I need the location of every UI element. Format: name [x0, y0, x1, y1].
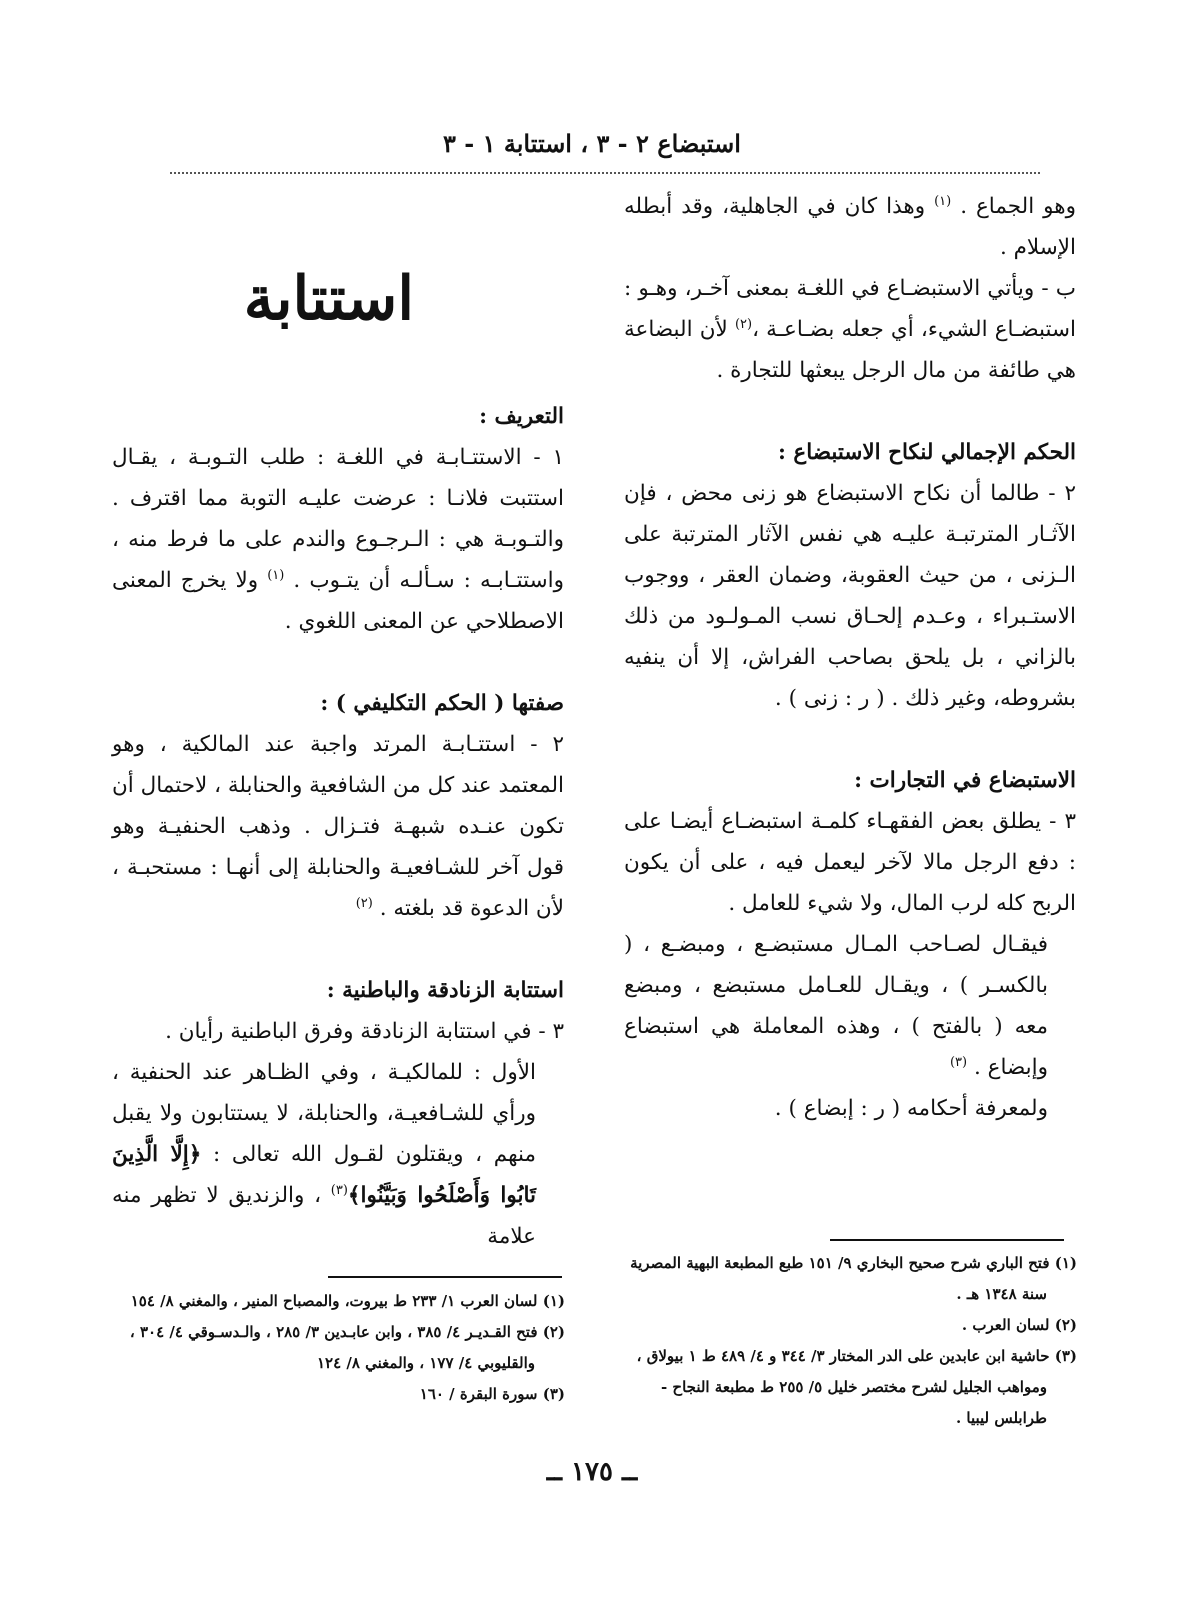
footnote-ref: (١) — [934, 193, 952, 209]
spacer — [112, 929, 564, 970]
footnote-ref: (٢) — [355, 895, 373, 911]
running-header: استبضاع ٢ - ٣ ، استتابة ١ - ٣ — [443, 129, 741, 158]
footnote-ref: (٣) — [330, 1182, 348, 1198]
entry-title: استتابة — [243, 264, 414, 334]
paragraph-2 — [112, 724, 564, 929]
text: وهو الجماع . — [960, 194, 1076, 219]
paragraph-3: ٣ - في استتابة الزنادقة وفرق الباطنية رأيان . — [165, 1019, 564, 1044]
section-heading-definition: التعريف : — [479, 404, 564, 429]
page-number: ــ ١٧٥ ــ — [546, 1457, 638, 1487]
footnote: (٢) لسان العرب . — [961, 1316, 1077, 1334]
paragraph-continuation — [624, 186, 1076, 268]
footnote: (٣) حاشية ابن عابدين على الدر المختار ٣/ ٣٤٤ و ٤/ ٤٨٩ ط ١ بيولاق ، ومواهب الجليل لشرح مختصر خليل ٥/ ٢٥٥ ط مطبعة النجاح - طرابلس ليبيا . — [636, 1347, 1077, 1427]
left-column — [112, 186, 564, 1257]
paragraph-first-opinion — [112, 1052, 564, 1257]
text: الأول : للمالكيـة ، وفي الظـاهر عند الحنفية ، ورأي للشـافعيـة، والحنابلة، لا يستتابون ولا يقبل منهم ، ويقتلون لقـول الله تعالى : — [112, 1060, 536, 1167]
paragraph-2: ٢ - طالما أن نكاح الاستبضاع هو زنى محض ، فإن الآثـار المترتبـة عليـه هي نفس الآثار المترتبة على الـزنى ، من حيث العقوبة، وضمان العقر ، ووجوب الاستـبراء ، وعـدم إلحـاق نسب المـولـود من ذلك بالزاني ، بل يلحق بصاحب الفراش، إلا أن ينفيه بشروطه، وغير ذلك . ( ر : زنى ) . — [624, 481, 1076, 711]
text: ب - ويأتي الاستبضـاع في اللغـة بمعنى آخـر، وهـو : استبضـاع الشيء، أي جعله بضـاعـة ، — [624, 276, 1076, 342]
section-heading-ruling: صفتها ( الحكم التكليفي ) : — [320, 691, 564, 716]
footnote-rule-right — [830, 1239, 1064, 1241]
text: ، والزنديق لا تظهر منه علامة — [112, 1183, 536, 1249]
text: وهذا كان في الجاهلية، وقد أبطله الإسلام . — [624, 194, 1076, 260]
paragraph-1 — [112, 437, 564, 642]
spacer — [112, 642, 564, 683]
footnote-ref: (٢) — [734, 316, 753, 332]
header-dotted-rule — [170, 172, 1040, 174]
section-heading-trade: الاستبضاع في التجارات : — [854, 768, 1076, 793]
footnote-ref: (١) — [267, 567, 285, 583]
footnote-ref: (٣) — [949, 1054, 968, 1070]
footnotes-right — [622, 1248, 1077, 1434]
paragraph-3: ٣ - يطلق بعض الفقهـاء كلمـة استبضـاع أيضـا على : دفع الرجل مالا لآخر ليعمل فيه ، على أن يكون الربح كله لرب المال، ولا شيء للعامل . — [624, 809, 1076, 916]
footnote: (١) فتح الباري شرح صحيح البخاري ٩/ ١٥١ طبع المطبعة البهية المصرية سنة ١٣٤٨ هـ . — [630, 1254, 1077, 1303]
footnote: (٢) فتح القـديـر ٤/ ٣٨٥ ، وابن عابـدين ٣/ ٢٨٥ ، والـدسـوقي ٤/ ٣٠٤ ، والقليوبي ٤/ ١٧٧ ، والمغني ٨/ ١٢٤ — [129, 1323, 565, 1372]
text: ١ - الاستتـابـة في اللغـة : طلب التـوبـة ، يقـال استتبت فلانـا : عرضت عليـه التوبة مما اقترف . والتـوبـة هي : الـرجـوع والندم على ما فرط منه ، واستتـابـه : سـألـه أن يتـوب . — [112, 445, 564, 593]
footnote: (٣) سورة البقرة / ١٦٠ — [419, 1385, 565, 1403]
footnote-rule-left — [328, 1276, 562, 1278]
spacer — [624, 719, 1076, 760]
text: فيقـال لصـاحب المـال مستبضـع ، ومبضـع ، ( بالكسـر ) ، ويقـال للعـامل مستبضع ، ومبضع معه ( بالفتح ) ، وهذه المعاملة هي استبضاع وإبضاع . — [624, 932, 1048, 1080]
paragraph-see-also: ولمعرفة أحكامه ( ر : إبضاع ) . — [774, 1096, 1048, 1121]
text: ٢ - استتـابـة المرتد واجبة عند المالكية ، وهو المعتمد عند كل من الشافعية والحنابلة ، لاحتمال أن تكون عنـده شبهـة فتـزال . وذهب الحنفيـة وهو قول آخر للشـافعيـة والحنابلة إلى أنهـا : مستحبـة ، لأن الدعوة قد بلغته . — [112, 732, 564, 921]
paragraph-b — [624, 268, 1076, 391]
text: ولا يخرج المعنى الاصطلاحي عن المعنى اللغوي . — [112, 568, 564, 634]
section-heading-zanadiqa: استتابة الزنادقة والباطنية : — [326, 978, 564, 1003]
paragraph-3-continued — [624, 924, 1076, 1088]
spacer — [624, 391, 1076, 432]
quran-quote: ﴿إِلَّا الَّذِينَ تَابُوا وَأَصْلَحُوا وَبَيَّنُوا﴾ — [112, 1142, 537, 1208]
section-heading-ruling: الحكم الإجمالي لنكاح الاستبضاع : — [777, 440, 1076, 465]
right-column — [624, 186, 1076, 1129]
footnote: (١) لسان العرب ١/ ٢٣٣ ط بيروت، والمصباح المنير ، والمغني ٨/ ١٥٤ — [130, 1292, 565, 1310]
footnotes-left — [110, 1286, 565, 1410]
text: لأن البضاعة هي طائفة من مال الرجل يبعثها للتجارة . — [624, 317, 1076, 383]
